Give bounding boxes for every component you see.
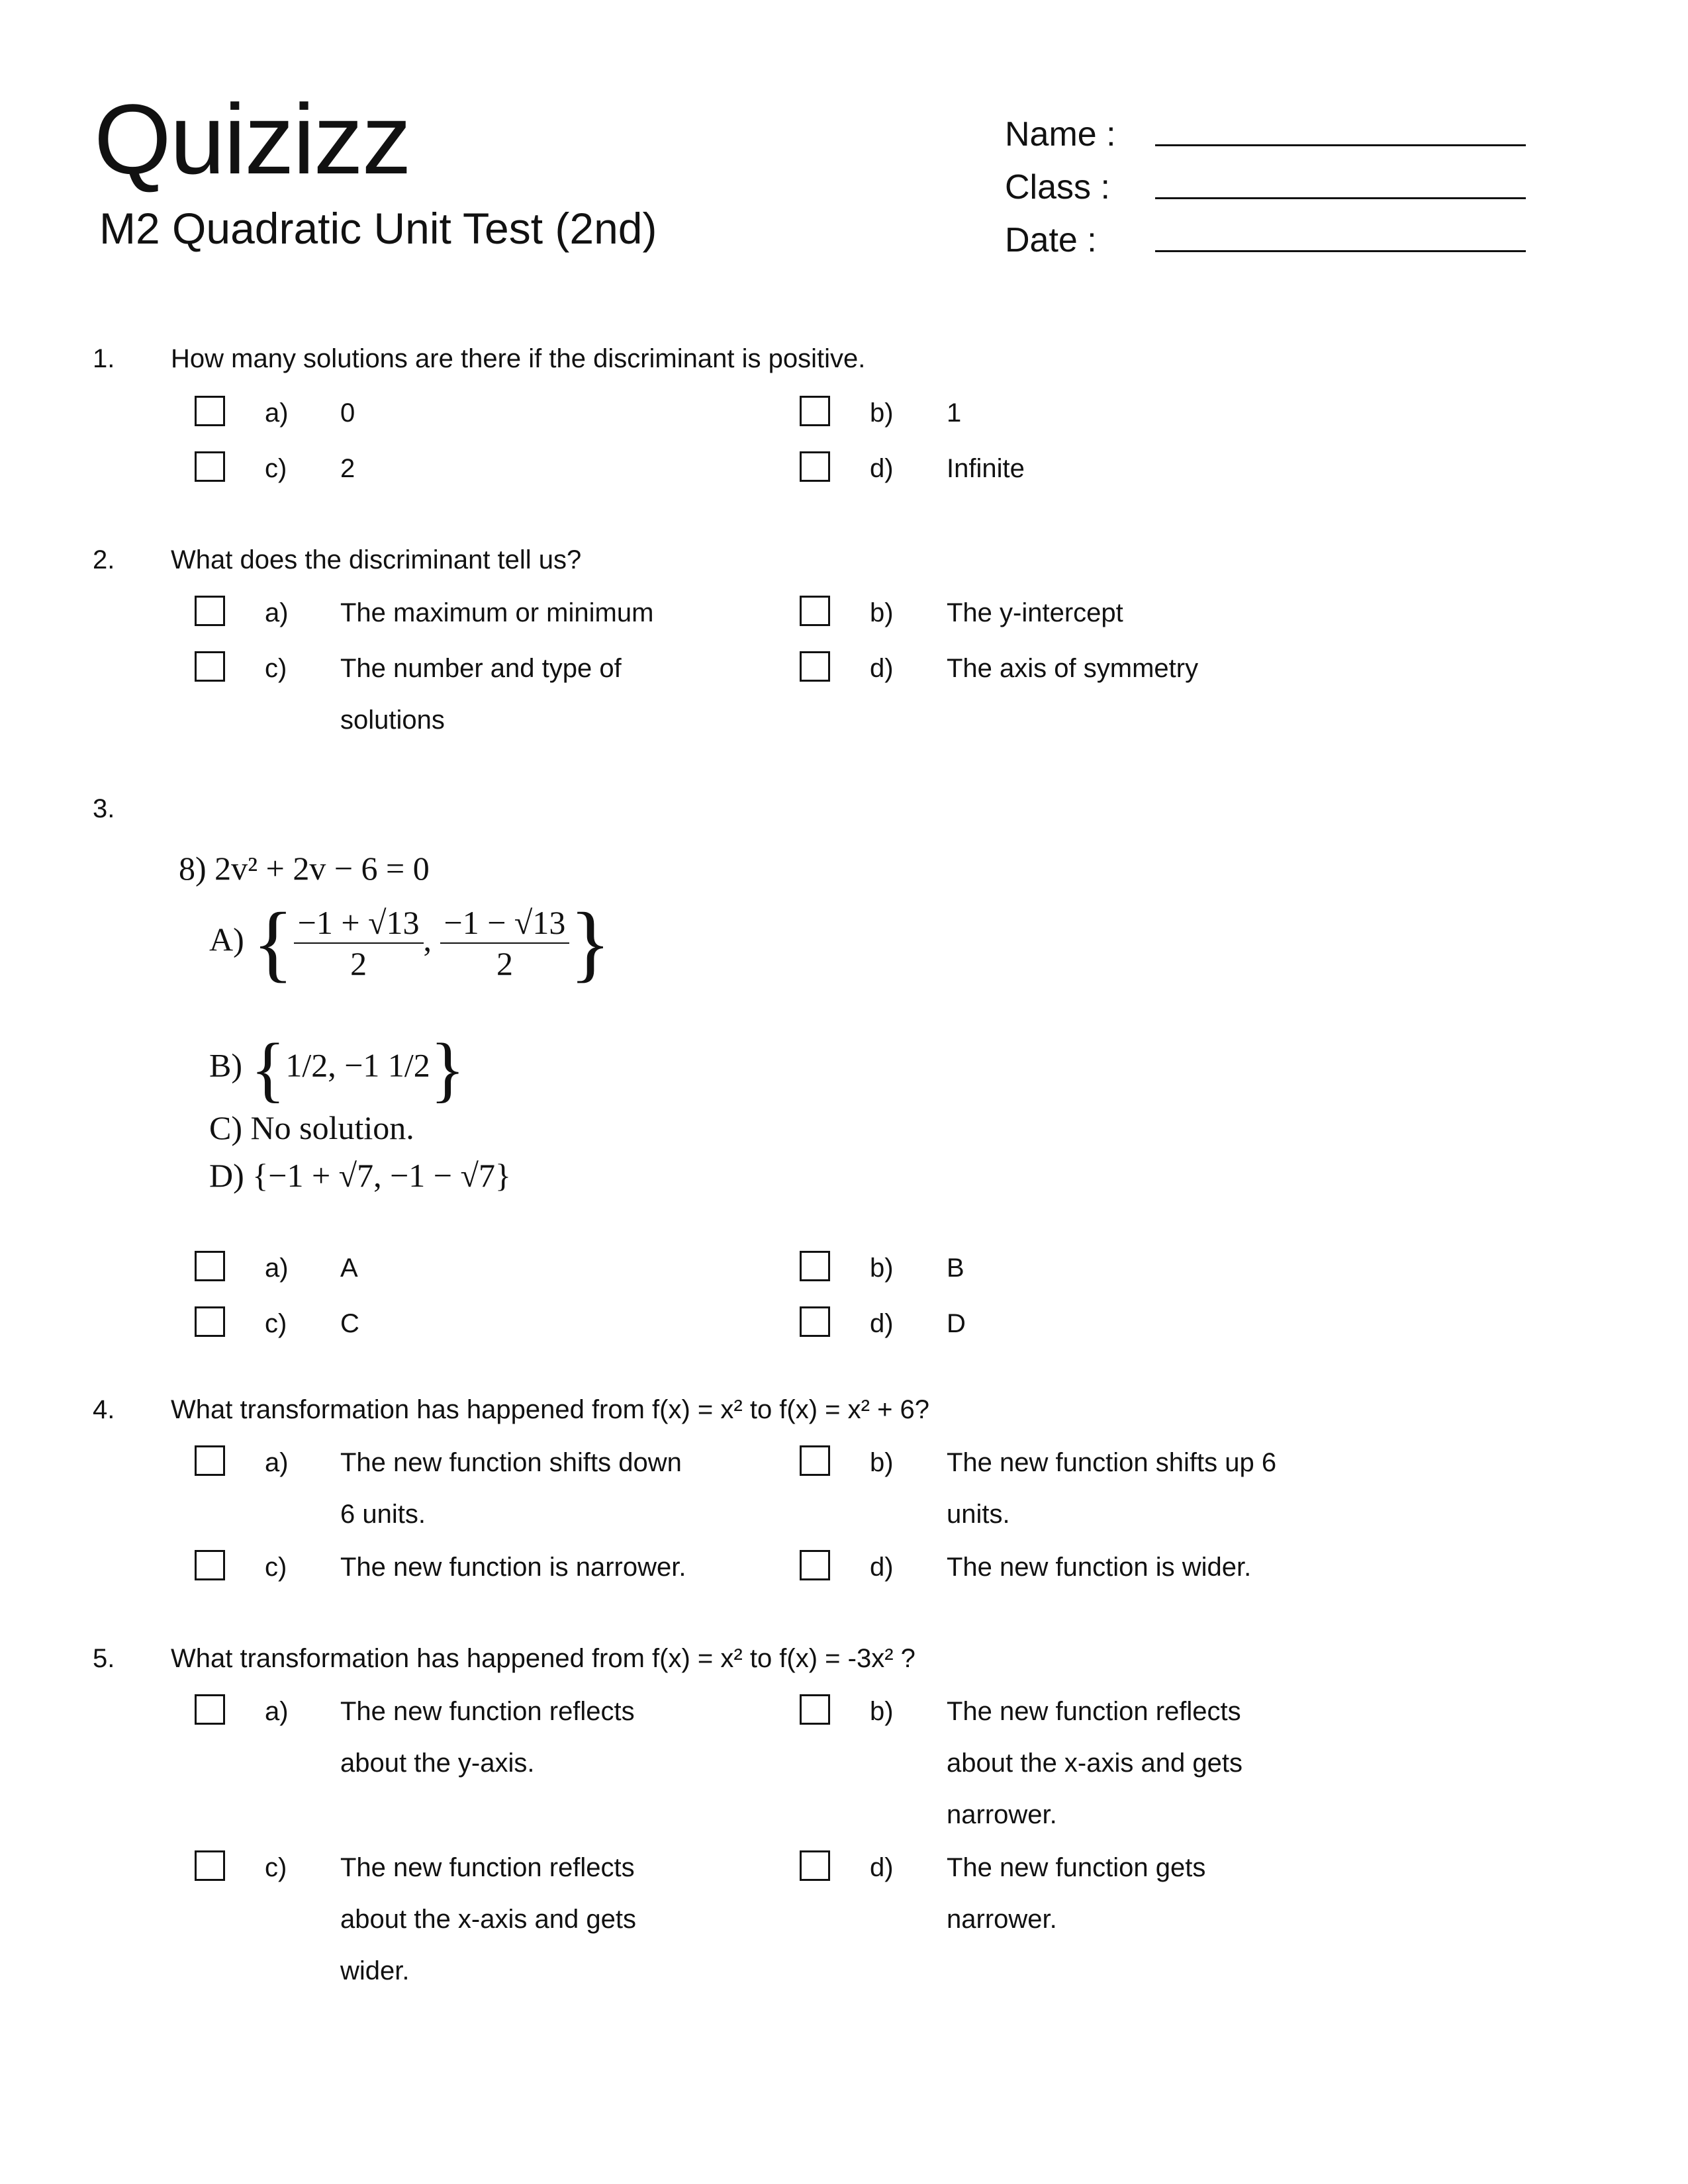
problem-equation-row xyxy=(179,847,430,889)
option-letter: d) xyxy=(870,454,894,483)
option-text: The new function reflects about the x-axis and gets wider. xyxy=(340,1853,636,1985)
option-text: The new function reflects about the x-axis and gets narrower. xyxy=(947,1697,1243,1829)
checkbox-q2-a[interactable] xyxy=(195,596,225,626)
choice-a-numerator-1: −1 + √13 xyxy=(294,903,424,944)
name-label: Name : xyxy=(1005,115,1116,154)
choice-b-text: 1/2, −1 1/2 xyxy=(285,1046,430,1084)
option-letter: b) xyxy=(870,1253,894,1283)
right-brace: } xyxy=(430,1028,465,1109)
checkbox-q1-c[interactable] xyxy=(195,451,225,482)
option-text: 0 xyxy=(340,398,355,428)
option-text: C xyxy=(340,1309,359,1338)
question-number: 5. xyxy=(93,1644,115,1673)
choice-d-label: D) xyxy=(209,1157,244,1194)
checkbox-q5-c[interactable] xyxy=(195,1850,225,1881)
choice-c-label: C) xyxy=(209,1109,242,1146)
option-letter: a) xyxy=(265,1253,289,1283)
quizizz-logo: Quizizz xyxy=(94,83,410,195)
class-label: Class : xyxy=(1005,168,1110,206)
checkbox-q1-b[interactable] xyxy=(800,396,830,426)
option-text: D xyxy=(947,1309,966,1338)
choice-b-row xyxy=(209,1028,465,1109)
problem-label: 8) xyxy=(179,850,207,887)
option-text: The new function reflects about the y-axis. xyxy=(340,1697,635,1778)
math-problem xyxy=(179,847,430,889)
question-number: 2. xyxy=(93,545,115,574)
option-letter: d) xyxy=(870,654,894,683)
choice-a-label: A) xyxy=(209,921,244,958)
question-number: 4. xyxy=(93,1395,115,1424)
option-text: The y-intercept xyxy=(947,598,1123,627)
option-letter: a) xyxy=(265,598,289,627)
option-text: The new function is narrower. xyxy=(340,1553,686,1582)
checkbox-q4-d[interactable] xyxy=(800,1550,830,1580)
option-letter: a) xyxy=(265,1448,289,1477)
fraction xyxy=(294,903,424,983)
option-letter: c) xyxy=(265,1553,287,1582)
question-text: How many solutions are there if the discriminant is positive. xyxy=(171,344,866,373)
checkbox-q5-a[interactable] xyxy=(195,1694,225,1725)
right-brace: } xyxy=(494,1157,511,1194)
checkbox-q4-b[interactable] xyxy=(800,1445,830,1476)
checkbox-q3-a[interactable] xyxy=(195,1251,225,1281)
option-text: 2 xyxy=(340,454,355,483)
date-field[interactable] xyxy=(1155,250,1526,252)
question-text: What does the discriminant tell us? xyxy=(171,545,582,574)
checkbox-q2-d[interactable] xyxy=(800,651,830,682)
checkbox-q3-c[interactable] xyxy=(195,1306,225,1337)
option-text: A xyxy=(340,1253,358,1283)
option-letter: d) xyxy=(870,1309,894,1338)
choice-a-row: A) { $\frac{-1 + √13}{2}$ , $\frac{-1 - √13}{2}$ } xyxy=(209,895,611,991)
choice-c-text: No solution. xyxy=(250,1109,414,1146)
fraction xyxy=(440,903,570,983)
option-text: B xyxy=(947,1253,964,1283)
option-letter: c) xyxy=(265,654,287,683)
option-letter: d) xyxy=(870,1853,894,1882)
option-letter: a) xyxy=(265,1697,289,1726)
left-brace: { xyxy=(252,895,294,991)
checkbox-q3-d[interactable] xyxy=(800,1306,830,1337)
page-title: M2 Quadratic Unit Test (2nd) xyxy=(99,204,657,253)
option-text: The new function is wider. xyxy=(947,1553,1252,1582)
question-text: What transformation has happened from f(x) = x² to f(x) = x² + 6? xyxy=(171,1395,930,1424)
option-letter: c) xyxy=(265,1853,287,1882)
checkbox-q1-a[interactable] xyxy=(195,396,225,426)
checkbox-q3-b[interactable] xyxy=(800,1251,830,1281)
checkbox-q2-c[interactable] xyxy=(195,651,225,682)
option-letter: c) xyxy=(265,454,287,483)
left-brace: { xyxy=(250,1028,286,1109)
choice-a-denominator-2: 2 xyxy=(496,945,513,982)
option-letter: a) xyxy=(265,398,289,428)
choice-d-row xyxy=(209,1154,511,1197)
checkbox-q5-b[interactable] xyxy=(800,1694,830,1725)
option-letter: c) xyxy=(265,1309,287,1338)
right-brace: } xyxy=(569,895,611,991)
option-text: The new function shifts down 6 units. xyxy=(340,1448,682,1529)
option-letter: b) xyxy=(870,1697,894,1726)
option-text: The maximum or minimum xyxy=(340,598,654,627)
option-text: 1 xyxy=(947,398,962,428)
class-field[interactable] xyxy=(1155,197,1526,199)
option-letter: b) xyxy=(870,398,894,428)
option-letter: b) xyxy=(870,1448,894,1477)
question-text: What transformation has happened from f(x) = x² to f(x) = -3x² ? xyxy=(171,1644,915,1673)
option-letter: d) xyxy=(870,1553,894,1582)
problem-equation: 2v² + 2v − 6 = 0 xyxy=(214,850,430,887)
question-number: 3. xyxy=(93,794,115,823)
left-brace: { xyxy=(252,1157,269,1194)
option-text: The axis of symmetry xyxy=(947,654,1199,683)
checkbox-q1-d[interactable] xyxy=(800,451,830,482)
name-field[interactable] xyxy=(1155,144,1526,146)
checkbox-q4-a[interactable] xyxy=(195,1445,225,1476)
choice-b-label: B) xyxy=(209,1046,242,1084)
option-text: Infinite xyxy=(947,454,1025,483)
option-text: The new function shifts up 6 units. xyxy=(947,1448,1277,1529)
checkbox-q2-b[interactable] xyxy=(800,596,830,626)
question-number: 1. xyxy=(93,344,115,373)
choice-c-row xyxy=(209,1107,414,1149)
date-label: Date : xyxy=(1005,221,1097,259)
checkbox-q5-d[interactable] xyxy=(800,1850,830,1881)
option-letter: b) xyxy=(870,598,894,627)
choice-a-numerator-2: −1 − √13 xyxy=(440,903,570,944)
checkbox-q4-c[interactable] xyxy=(195,1550,225,1580)
choice-d-text: −1 + √7, −1 − √7 xyxy=(268,1157,495,1194)
choice-a-denominator-1: 2 xyxy=(350,945,367,982)
option-text: The new function gets narrower. xyxy=(947,1853,1206,1934)
option-text: The number and type of solutions xyxy=(340,654,622,735)
